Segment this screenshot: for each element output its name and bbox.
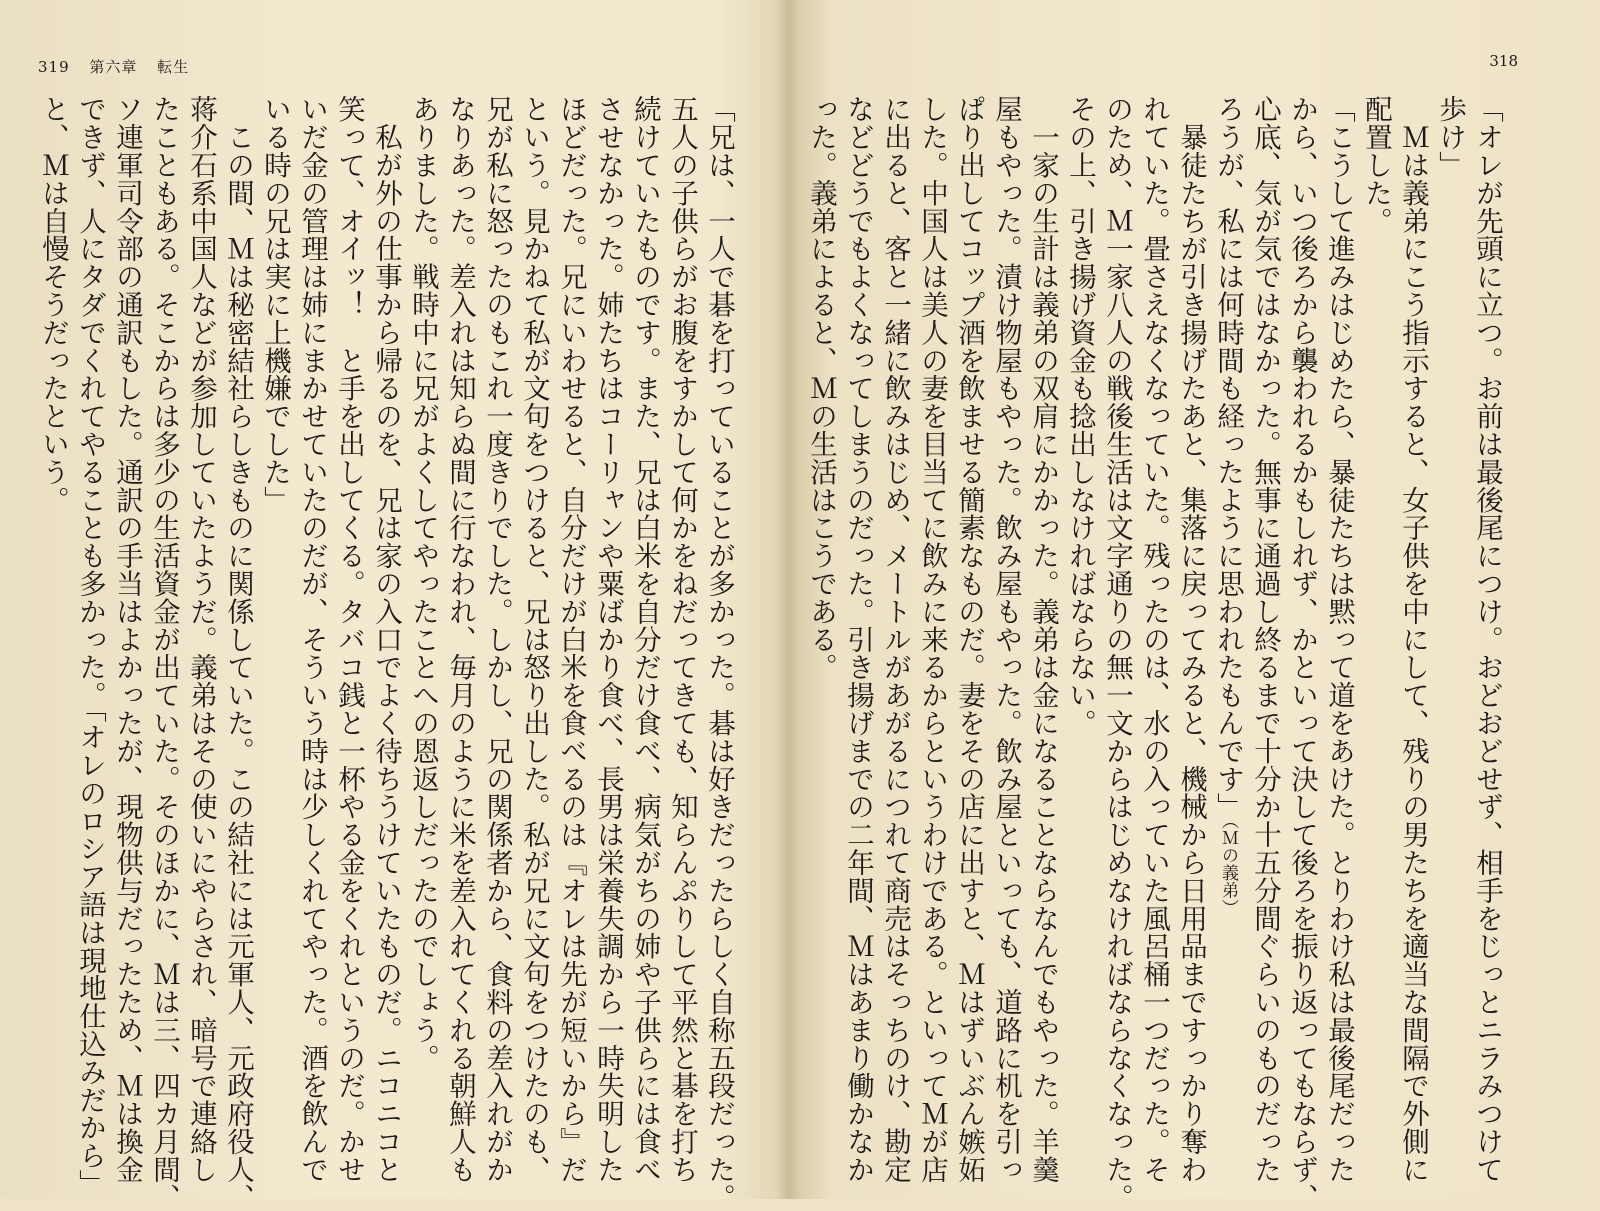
text-line: などどうでもよくなってしまうのだった。引き揚げまでの二年間、Ｍはあまり働かなか [842, 95, 874, 1184]
text-line: 「兄は、一人で碁を打っていることが多かった。碁は好きだったらしく自称五段だった。 [703, 95, 735, 1211]
text-line: 屋もやった。漬け物屋もやった。飲み屋もやった。飲み屋といっても、道路に机を引っ [990, 95, 1022, 1184]
text-line: した。中国人は美人の妻を目当てに飲みに来るからというわけである。といってＭが店 [916, 95, 948, 1184]
right-page [790, 0, 1600, 1211]
text-line: 蒋介石系中国人などが参加していたようだ。義弟はその使いにやらされ、暗号で連絡し [185, 95, 217, 1184]
text-line: と、Ｍは自慢そうだったという。 [37, 95, 69, 514]
text-line: 一家の生計は義弟の双肩にかかった。義弟は金になることならなんでもやった。羊羹 [1027, 95, 1059, 1184]
text-line: ほどだった。兄にいわせると、自分だけが白米を食べるのは『オレは先が短いから』だ [555, 95, 587, 1184]
text-line-content: ろうが、私には何時間も経ったように思われたもんです」 [1212, 95, 1244, 821]
text-line: いる時の兄は実に上機嫌でした」 [259, 95, 291, 514]
text-line: った。義弟によると、Ｍの生活はこうである。 [805, 95, 837, 681]
text-line: から、いつ後ろから襲われるかもしれず、かといって決して後ろを振り返ってもならず、 [1286, 95, 1318, 1211]
body-text [805, 95, 1505, 1211]
text-line: 私が外の仕事から帰るのを、兄は家の入口でよく待ちうけていたものだ。ニコニコと [370, 95, 402, 1184]
text-line: 歩け」 [1434, 95, 1466, 179]
text-line: 「こうして進みはじめたら、暴徒たちは黙って道をあけた。とりわけ私は最後尾だった [1323, 95, 1355, 1184]
text-line: に出ると、客と一緒に飲みはじめ、メートルがあがるにつれて商売はそっちのけ、勘定 [879, 95, 911, 1184]
text-line: のため、Ｍ一家八人の戦後生活は文字通りの無一文からはじめなければならなくなった。 [1101, 95, 1133, 1211]
text-line: 心底、気が気ではなかった。無事に通過し終るまで十分か十五分間ぐらいのものだった [1249, 95, 1281, 1184]
chapter-title: 転生 [157, 58, 190, 76]
text-line: 暴徒たちが引き揚げたあと、集落に戻ってみると、機械から日用品まですっかり奪わ [1175, 95, 1207, 1184]
page-number: 319 [38, 58, 70, 76]
text-line: 五人の子供らがお腹をすかして何かをねだってきても、知らんぷりして平然と碁を打ち [666, 95, 698, 1184]
running-head [38, 56, 189, 77]
text-line: いだ金の管理は姉にまかせていたのだが、そういう時は少しくれてやった。酒を飲んで [296, 95, 328, 1184]
left-page [0, 0, 785, 1211]
page-number: 318 [1489, 52, 1518, 70]
text-line: という。見かねて私が文句をつけると、兄は怒り出した。私が兄に文句をつけたのも、 [518, 95, 550, 1184]
text-line: 「オレが先頭に立つ。お前は最後尾につけ。おどおどせず、相手をじっとニラみつけて [1471, 95, 1503, 1184]
text-line: その上、引き揚げ資金も捻出しなければならない。 [1064, 95, 1096, 737]
text-line: ぱり出してコップ酒を飲ませる簡素なものだ。妻をその店に出すと、Ｍはずいぶん嫉妬 [953, 95, 985, 1184]
text-line [1209, 95, 1246, 1155]
text-line: たこともある。そこからは多少の生活資金が出ていた。そのほかに、Ｍは三、四カ月間、 [148, 95, 180, 1211]
text-line: なりあった。差入れは知らぬ間に行なわれ、毎月のように米を差入れてくれる朝鮮人も [444, 95, 476, 1184]
text-line: できず、人にタダでくれてやることも多かった。「オレのロシア語は現地仕込みだから」 [74, 95, 106, 1198]
text-line: 笑って、オイッ！ と手を出してくる。タバコ銭と一杯やる金をくれというのだ。かせ [333, 95, 365, 1184]
speaker-note: （Ｍの義弟） [1218, 820, 1238, 917]
text-line: ソ連軍司令部の通訳もした。通訳の手当はよかったが、現物供与だったため、Ｍは換金 [111, 95, 143, 1184]
text-line: れていた。畳さえなくなっていた。残ったのは、水の入っていた風呂桶一つだった。そ [1138, 95, 1170, 1184]
body-text [37, 95, 737, 1211]
text-line: 続けていたものです。また、兄は白米を自分だけ食べ、病気がちの姉や子供らには食べ [629, 95, 661, 1184]
text-line: この間、Ｍは秘密結社らしきものに関係していた。この結社には元軍人、元政府役人、 [222, 95, 254, 1211]
text-line: 配置した。 [1360, 95, 1392, 235]
text-line: 兄が私に怒ったのもこれ一度きりでした。しかし、兄の関係者から、食料の差入れがか [481, 95, 513, 1184]
text-line: Ｍは義弟にこう指示すると、女子供を中にして、残りの男たちを適当な間隔で外側に [1397, 95, 1429, 1184]
text-line: させなかった。姉たちはコーリャンや粟ばかり食べ、長男は栄養失調から一時失明した [592, 95, 624, 1184]
chapter-label: 第六章 [89, 58, 138, 76]
text-line: ありました。戦時中に兄がよくしてやったことへの恩返しだったのでしょう。 [407, 95, 439, 1072]
